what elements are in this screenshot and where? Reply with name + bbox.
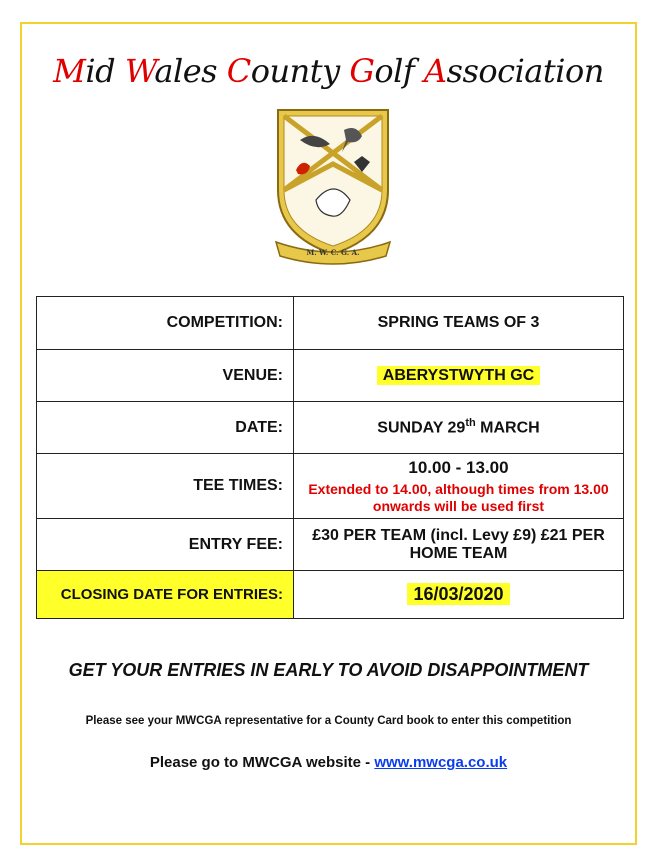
website-text: Please go to MWCGA website - (149, 754, 375, 771)
tee-times-value: 10.00 - 13.00 (408, 457, 509, 477)
venue-value: ABERYSTWYTH GC (377, 366, 540, 385)
competition-value: SPRING TEAMS OF 3 (294, 297, 624, 350)
title-word: Wales (124, 52, 218, 90)
competition-info-table (36, 296, 624, 619)
closing-date-cell (294, 571, 624, 619)
title-word: Association (423, 52, 604, 90)
table-row (37, 519, 624, 571)
closing-date-value: 16/03/2020 (407, 583, 509, 605)
crest-logo (270, 104, 396, 266)
page-title (20, 52, 637, 90)
date-label: DATE: (37, 402, 294, 454)
tee-times-note: Extended to 14.00, although times from 13.00 onwards will be used first (308, 480, 609, 514)
title-word: Mid (53, 52, 116, 90)
crest-motto: M. W. C. G. A. (306, 248, 360, 257)
early-entry-notice: GET YOUR ENTRIES IN EARLY TO AVOID DISAPPOINTMENT (68, 660, 589, 680)
county-card-note: Please see your MWCGA representative for a County Card book to enter this competition (85, 715, 572, 727)
website-link[interactable]: www.mwcga.co.uk (374, 754, 508, 771)
tee-times-label: TEE TIMES: (37, 454, 294, 519)
competition-label: COMPETITION: (37, 297, 294, 350)
venue-value-cell (294, 350, 624, 402)
website-line (20, 754, 637, 771)
venue-label: VENUE: (37, 350, 294, 402)
table-row (37, 402, 624, 454)
table-row (37, 454, 624, 519)
entry-fee-label: ENTRY FEE: (37, 519, 294, 571)
table-row (37, 297, 624, 350)
tee-times-cell (294, 454, 624, 519)
date-value: SUNDAY 29th MARCH (294, 402, 624, 454)
table-row (37, 350, 624, 402)
title-word: County (226, 52, 340, 90)
closing-date-label: CLOSING DATE FOR ENTRIES: (37, 571, 294, 619)
entry-fee-value: £30 PER TEAM (incl. Levy £9) £21 PER HOME TEAM (294, 519, 624, 571)
table-row (37, 571, 624, 619)
title-word: Golf (349, 52, 415, 90)
